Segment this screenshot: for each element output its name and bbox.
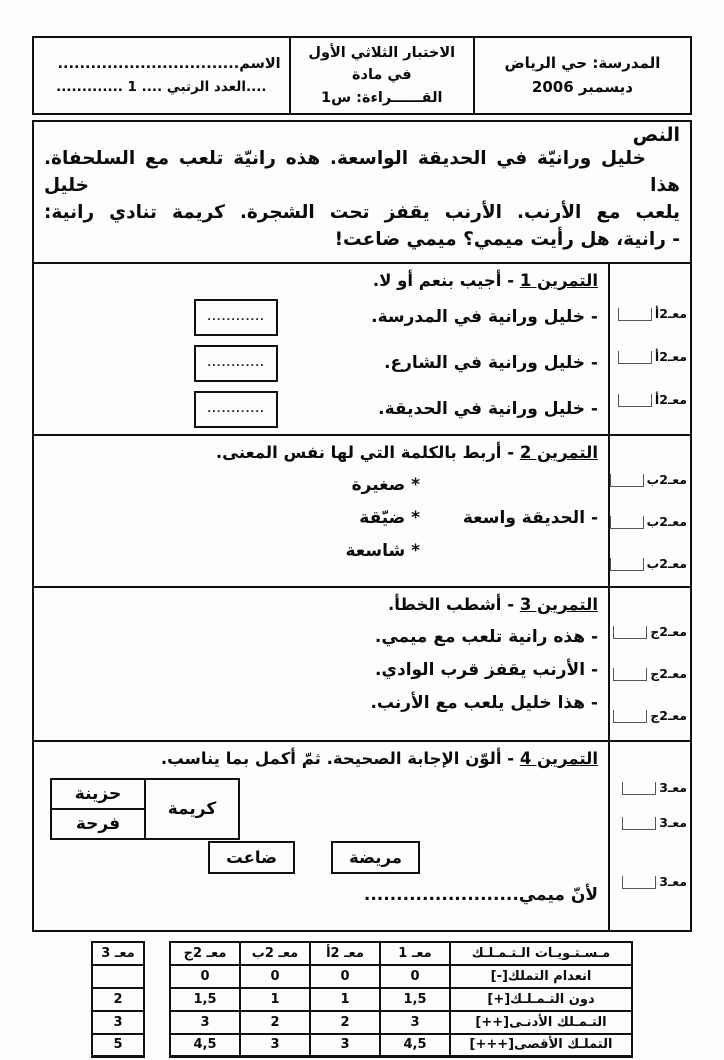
exercise-2-row [44, 541, 598, 561]
text-section [34, 122, 690, 263]
level-value: 3 [170, 1011, 240, 1034]
levels-col-header: معـ 2أ [310, 942, 380, 965]
level-value: 0 [310, 965, 380, 988]
match-option[interactable]: * صغيرة [351, 474, 420, 495]
exercise-3-title: التمرين 3 [519, 594, 598, 614]
mark-row [610, 474, 687, 487]
score-box[interactable] [610, 516, 644, 529]
score-box[interactable] [613, 626, 647, 639]
score-box[interactable] [610, 474, 644, 487]
student-cell [33, 37, 290, 114]
exercise-2-title: التمرين 2 [519, 442, 598, 462]
exercise-4-section [34, 742, 690, 930]
level-value: 3 [380, 1011, 450, 1034]
passage-line: خليل ورانيّة في الحديقة الواسعة. هذه رانيّة تلعب مع السلحفاة. هذا خليل [44, 148, 680, 197]
levels-row [92, 988, 632, 1011]
mark-label: معـ2ج [650, 624, 687, 640]
answer-box[interactable]: ............ [194, 299, 278, 336]
exercise-4-instruction: - ألوّن الإجابة الصحيحة. ثمّ أكمل بما يناسب. [160, 748, 515, 768]
exercise-1-instruction: - أجيب بنعم أو لا. [372, 270, 515, 290]
exercise-3-instruction: - أشطب الخطأ. [388, 594, 515, 614]
mark-row [610, 710, 687, 723]
main-frame [32, 120, 692, 931]
exercise-1-row [44, 391, 598, 428]
answer-box[interactable]: ............ [194, 391, 278, 428]
exercise-1-head [44, 271, 598, 290]
level-value: 0 [380, 965, 450, 988]
level-label: دون التـمـلـك[+] [450, 988, 632, 1011]
strike-item[interactable]: - هذه رانية تلعب مع ميمي. [374, 626, 598, 647]
exercise-3-section [34, 588, 690, 742]
level-label: التملـك الأقصى[+++] [450, 1034, 632, 1057]
exercise-1-row [44, 345, 598, 382]
question-item: - خليل ورانية في الشارع. [384, 353, 598, 374]
school-name: المدرسة: حي الرياض [504, 54, 661, 73]
passage-dialogue-line: - رانية، هل رأيت ميمي؟ ميمي ضاعت! [334, 228, 680, 250]
mark-row [610, 668, 687, 681]
choice-option[interactable]: حزينة [51, 779, 145, 809]
mark-label: معـ3 [659, 815, 687, 831]
exam-subject: القــــــراءة: س1 [321, 89, 443, 106]
exercise-3-content [34, 588, 608, 740]
score-box[interactable] [618, 308, 652, 321]
level-value: 4,5 [170, 1034, 240, 1057]
level-value: 2 [240, 1011, 310, 1034]
choice-table [50, 778, 240, 840]
text-section-title: النص [632, 124, 680, 147]
exercise-1-content [34, 264, 608, 434]
answer-box[interactable]: ............ [194, 345, 278, 382]
level-value: 5 [92, 1034, 144, 1057]
score-box[interactable] [618, 351, 652, 364]
exercise-4-mark-column [608, 742, 690, 930]
level-value: 4,5 [380, 1034, 450, 1057]
rank-dots-right: .... [245, 78, 267, 95]
rank-dots-left: ............. [56, 78, 123, 95]
level-value: 3 [240, 1034, 310, 1057]
exercise-1-section [34, 264, 690, 436]
mark-label: معـ2ج [650, 708, 687, 724]
level-value: 1,5 [170, 988, 240, 1011]
exercise-4-head [44, 749, 598, 768]
passage-line: يلعب مع الأرنب. الأرنب يقفز تحت الشجرة. كريمة تنادي رانية: [44, 202, 680, 224]
mark-label: معـ2ب [646, 556, 687, 572]
level-value: 1 [310, 988, 380, 1011]
header-table [32, 36, 692, 115]
question-item: - خليل ورانية في الحديقة. [378, 399, 598, 420]
exercise-2-content [34, 436, 608, 586]
rank-label: العدد الرتبي [166, 78, 246, 95]
levels-gap-cell [144, 1034, 170, 1057]
exercise-3-mark-column [608, 588, 690, 740]
exercise-2-instruction: - أربط بالكلمة التي لها نفس المعنى. [215, 442, 515, 462]
mark-label: معـ2أ [654, 392, 687, 408]
word-box[interactable]: ضاعت [208, 841, 295, 874]
level-value: 1,5 [380, 988, 450, 1011]
score-box[interactable] [622, 782, 656, 795]
rank-number: 1 [127, 78, 137, 95]
mark-row [610, 394, 687, 407]
levels-col-header: معـ 2ج [170, 942, 240, 965]
mark-row [610, 308, 687, 321]
level-label: التـمـلك الأدنـى[++] [450, 1011, 632, 1034]
score-box[interactable] [613, 710, 647, 723]
levels-row-header: مـسـتـويـات الـتـمـلـك [450, 942, 632, 965]
score-box[interactable] [613, 668, 647, 681]
school-cell [474, 37, 691, 114]
match-option[interactable]: * ضيّقة [359, 507, 420, 528]
exercise-1-title: التمرين 1 [519, 270, 598, 290]
levels-gap-cell [144, 1011, 170, 1034]
exercise-2-row [44, 508, 598, 528]
levels-gap-cell [144, 942, 170, 965]
mark-label: معـ2ب [646, 514, 687, 530]
match-option[interactable]: * شاسعة [345, 540, 420, 561]
levels-header-row [92, 942, 632, 965]
choice-option[interactable]: فرحة [51, 809, 145, 839]
mark-label: معـ2أ [654, 306, 687, 322]
levels-row [92, 1011, 632, 1034]
levels-row [92, 1034, 632, 1057]
mark-label: معـ2أ [654, 349, 687, 365]
level-value [92, 965, 144, 988]
exercise-1-mark-column [608, 264, 690, 434]
completion-line[interactable]: لأنّ ميمي........................ [363, 884, 598, 905]
levels-col-header: معـ 2ب [240, 942, 310, 965]
choice-subject: كريمة [145, 779, 239, 839]
exercise-2-head [44, 443, 598, 462]
mark-row [610, 351, 687, 364]
mark-label: معـ3 [659, 780, 687, 796]
match-stem: - الحديقة واسعة [462, 507, 598, 528]
level-value: 0 [170, 965, 240, 988]
mark-row [610, 817, 687, 830]
levels-col-header: معـ 3 [92, 942, 144, 965]
strike-item[interactable]: - هذا خليل يلعب مع الأرنب. [370, 692, 598, 713]
exercise-2-section [34, 436, 690, 588]
score-box[interactable] [618, 394, 652, 407]
mark-label: معـ2ب [646, 472, 687, 488]
mark-label: معـ3 [659, 874, 687, 890]
exam-title-cell [290, 37, 474, 114]
exercise-2-row [44, 475, 598, 495]
mark-row [610, 876, 687, 889]
level-value: 1 [240, 988, 310, 1011]
level-value: 3 [310, 1034, 380, 1057]
levels-gap-cell [144, 988, 170, 1011]
exercise-3-head [44, 595, 598, 614]
word-box[interactable]: مريضة [331, 841, 420, 874]
level-value: 2 [92, 988, 144, 1011]
exercise-1-row [44, 299, 598, 336]
word-box-row [44, 841, 598, 874]
student-rank-line[interactable] [42, 77, 281, 99]
exercise-4-title: التمرين 4 [519, 748, 598, 768]
rank-dots-mid: .... [141, 78, 163, 95]
exercise-2-mark-column [608, 436, 690, 586]
levels-gap-cell [144, 965, 170, 988]
level-value: 2 [310, 1011, 380, 1034]
exercise-4-content [34, 742, 608, 930]
mark-row [610, 516, 687, 529]
levels-col-header: معـ 1 [380, 942, 450, 965]
exam-date: ديسمبر 2006 [531, 77, 633, 96]
mark-row [610, 626, 687, 639]
level-label: انعدام التملك[-] [450, 965, 632, 988]
reading-passage [44, 146, 680, 253]
level-value: 3 [92, 1011, 144, 1034]
choice-table-wrap [50, 778, 598, 840]
exam-sheet [32, 36, 692, 1058]
mark-row [610, 782, 687, 795]
exam-title-line1: الاختبار الثلاثي الأول في مادة [308, 45, 456, 84]
levels-table [91, 941, 633, 1059]
score-box[interactable] [622, 876, 656, 889]
strike-item[interactable]: - الأرنب يقفز قرب الوادي. [374, 659, 598, 680]
level-value: 0 [240, 965, 310, 988]
score-box[interactable] [610, 558, 644, 571]
mark-label: معـ2ج [650, 666, 687, 682]
score-box[interactable] [622, 817, 656, 830]
levels-row [92, 965, 632, 988]
mark-row [610, 558, 687, 571]
question-item: - خليل ورانية في المدرسة. [371, 307, 598, 328]
student-name-line[interactable]: الاسم................................. [57, 56, 281, 73]
